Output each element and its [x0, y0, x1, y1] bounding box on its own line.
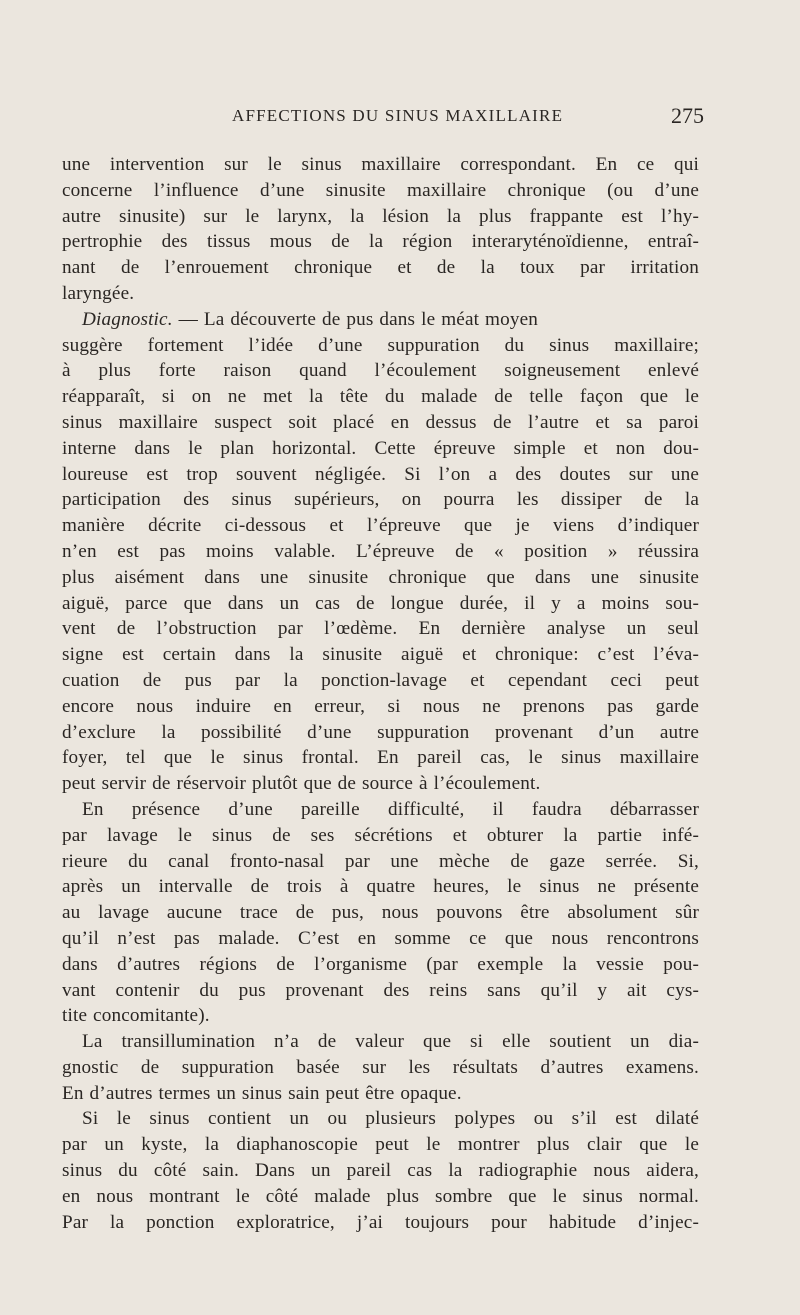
- text-line: qu’il n’est pas malade. C’est en somme ce que nous rencontrons: [62, 927, 699, 949]
- text-line: en nous montrant le côté malade plus sombre que le sinus normal.: [62, 1185, 699, 1207]
- page-number: 275: [671, 103, 704, 128]
- text-line: Par la ponction exploratrice, j’ai toujours pour habitude d’injec-: [62, 1211, 699, 1233]
- text-line: peut servir de réservoir plutôt que de source à l’écoulement.: [62, 773, 541, 795]
- text-line: aiguë, parce que dans un cas de longue durée, il y a moins sou-: [62, 592, 699, 614]
- text-line: par lavage le sinus de ses sécrétions et obturer la partie infé-: [62, 824, 699, 846]
- text-line: encore nous induire en erreur, si nous ne prenons pas garde: [62, 695, 699, 717]
- text-line: interne dans le plan horizontal. Cette épreuve simple et non dou-: [62, 437, 699, 459]
- text-line: nant de l’enrouement chronique et de la toux par irritation: [62, 257, 699, 279]
- text-line-continuation: — La découverte de pus dans le méat moyen: [178, 308, 539, 330]
- text-line: laryngée.: [62, 282, 135, 304]
- text-line: gnostic de suppuration basée sur les résultats d’autres examens.: [62, 1056, 699, 1078]
- text-line: rieure du canal fronto-nasal par une mèche de gaze serrée. Si,: [62, 850, 699, 872]
- running-head: AFFECTIONS DU SINUS MAXILLAIRE: [232, 106, 564, 125]
- text-line: tite concomitante).: [62, 1005, 210, 1027]
- body-text: [62, 152, 699, 1235]
- page-header: [62, 103, 704, 133]
- text-line: d’exclure la possibilité d’une suppuration provenant d’un autre: [62, 721, 699, 743]
- text-line: au lavage aucune trace de pus, nous pouvons être absolument sûr: [62, 902, 699, 924]
- text-line: cuation de pus par la ponction-lavage et cependant ceci peut: [62, 669, 699, 691]
- text-line: à plus forte raison quand l’écoulement soigneusement enlevé: [62, 360, 699, 382]
- text-line: signe est certain dans la sinusite aiguë et chronique: c’est l’éva-: [62, 644, 699, 666]
- text-line: après un intervalle de trois à quatre heures, le sinus ne présente: [62, 876, 699, 898]
- text-line: En d’autres termes un sinus sain peut être opaque.: [62, 1082, 462, 1104]
- text-line: participation des sinus supérieurs, on pourra les dissiper de la: [62, 489, 699, 511]
- text-line: réapparaît, si on ne met la tête du malade de telle façon que le: [62, 386, 699, 408]
- text-line: autre sinusite) sur le larynx, la lésion la plus frappante est l’hy-: [62, 205, 699, 227]
- text-line: vent de l’obstruction par l’œdème. En dernière analyse un seul: [62, 618, 699, 640]
- text-line: foyer, tel que le sinus frontal. En pareil cas, le sinus maxillaire: [62, 747, 699, 769]
- text-line: sinus maxillaire suspect soit placé en dessus de l’autre et sa paroi: [62, 411, 699, 433]
- text-line: n’en est pas moins valable. L’épreuve de « position » réussira: [62, 540, 699, 562]
- text-line: [62, 307, 699, 333]
- section-heading-diagnostic: Diagnostic.: [82, 308, 173, 330]
- text-line: une intervention sur le sinus maxillaire correspondant. En ce qui: [62, 154, 699, 175]
- text-line: sinus du côté sain. Dans un pareil cas la radiographie nous aidera,: [62, 1160, 699, 1182]
- text-line: plus aisément dans une sinusite chronique que dans une sinusite: [62, 566, 699, 588]
- text-line: La transillumination n’a de valeur que si elle soutient un dia-: [82, 1031, 699, 1053]
- text-line: dans d’autres régions de l’organisme (par exemple la vessie pou-: [62, 953, 699, 975]
- text-line: concerne l’influence d’une sinusite maxillaire chronique (ou d’une: [62, 179, 699, 201]
- text-line: pertrophie des tissus mous de la région interaryténoïdienne, entraî-: [62, 231, 699, 253]
- text-line: par un kyste, la diaphanoscopie peut le montrer plus clair que le: [62, 1134, 699, 1156]
- text-line: vant contenir du pus provenant des reins sans qu’il y ait cys-: [62, 979, 699, 1001]
- text-line: loureuse est trop souvent négligée. Si l’on a des doutes sur une: [62, 463, 699, 485]
- text-line: En présence d’une pareille difficulté, il faudra débarrasser: [82, 798, 699, 820]
- text-line: Si le sinus contient un ou plusieurs polypes ou s’il est dilaté: [82, 1108, 699, 1130]
- text-line: manière décrite ci-dessous et l’épreuve que je viens d’indiquer: [62, 515, 699, 537]
- text-line: suggère fortement l’idée d’une suppuration du sinus maxillaire;: [62, 334, 699, 356]
